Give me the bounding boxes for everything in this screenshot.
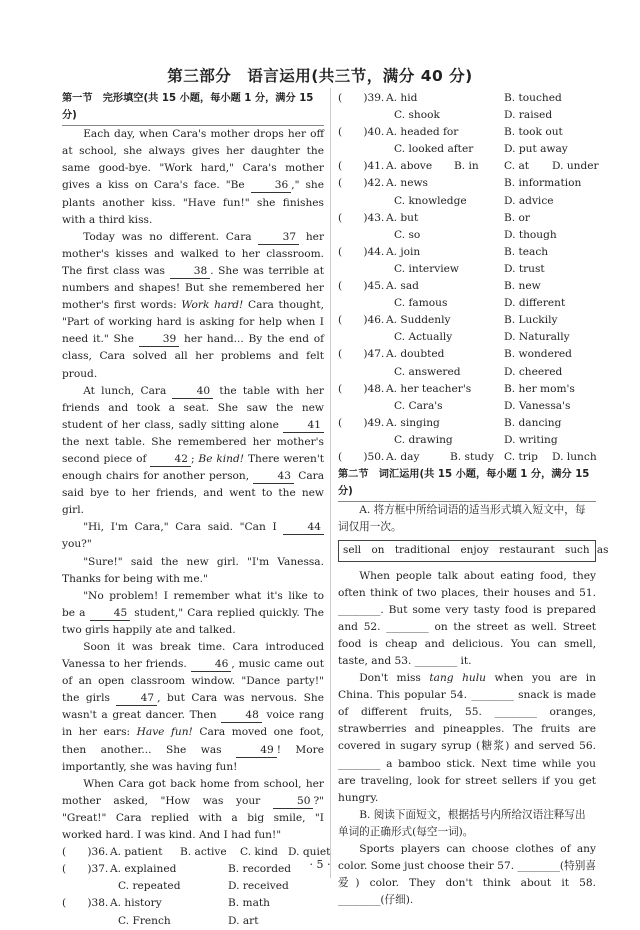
question-number: ( )36. — [62, 846, 109, 859]
cloze-paragraph — [62, 776, 324, 844]
question-row — [338, 90, 596, 107]
question-number: ( )42. — [338, 177, 385, 190]
question-option[interactable]: D. writing — [504, 433, 558, 446]
question-number: ( )45. — [338, 280, 385, 293]
question-option[interactable]: B. information — [504, 177, 582, 190]
passage-text: student," Cara replied quickly. The two girls happily ate and talked. — [62, 606, 324, 636]
question-list-left — [62, 844, 331, 929]
question-row — [338, 346, 596, 363]
question-option[interactable]: A. news — [386, 177, 428, 190]
question-number: ( )49. — [338, 416, 385, 429]
question-number: ( )44. — [338, 245, 385, 258]
passage-text: Cara said bye to her friends, and went to the new girl. — [62, 470, 325, 517]
question-row — [62, 913, 324, 930]
question-option[interactable]: B. Luckily — [504, 314, 558, 327]
question-option[interactable]: A. her teacher's — [386, 382, 472, 395]
passage-text: ?" "Great!" Cara replied with a big smile, "I worked hard. I was kind. And I had fun!" — [62, 794, 324, 842]
passage-text: her mother's kisses and walked to her classroom. The first class was — [62, 230, 325, 277]
question-option[interactable]: D. Vanessa's — [504, 399, 571, 412]
question-row — [338, 381, 596, 398]
cloze-blank: 42 — [150, 452, 191, 467]
question-option[interactable]: C. so — [394, 228, 421, 241]
question-row — [338, 193, 596, 210]
cloze-paragraph — [62, 229, 324, 383]
question-option[interactable]: D. trust — [504, 262, 545, 275]
question-row — [338, 295, 596, 312]
passage-text: "No problem! I remember what it's like to be a — [62, 589, 324, 619]
question-option[interactable]: D. Naturally — [504, 331, 570, 344]
question-row — [338, 141, 596, 158]
question-row — [338, 175, 596, 192]
cloze-paragraph — [62, 383, 324, 520]
question-number: ( )43. — [338, 211, 385, 224]
cloze-blank: 45 — [90, 606, 131, 621]
question-row — [338, 124, 596, 141]
question-option[interactable]: D. received — [228, 880, 289, 893]
question-option[interactable]: A. history — [110, 897, 162, 910]
question-option[interactable]: C. kind — [240, 846, 278, 859]
page-title: 第三部分 语言运用(共三节，满分 40 分) — [167, 67, 473, 85]
question-option[interactable]: D. put away — [504, 143, 568, 156]
question-option[interactable]: A. headed for — [386, 126, 459, 139]
passage-text: , music came out of an open classroom window. "Dance party!" the girls — [62, 658, 324, 705]
cloze-paragraph — [62, 554, 324, 588]
question-row — [338, 278, 596, 295]
question-row — [338, 261, 596, 278]
question-number: ( )39. — [338, 92, 385, 104]
passage-text: At lunch, Cara — [83, 384, 173, 397]
question-row — [338, 244, 596, 261]
question-row — [338, 158, 599, 175]
cloze-paragraph — [62, 588, 324, 639]
cloze-blank: 38 — [170, 264, 211, 279]
question-row — [338, 210, 596, 227]
passage-text: There weren't enough chairs for another person, — [62, 452, 325, 483]
question-option[interactable]: B. active — [180, 846, 227, 859]
question-option[interactable]: C. interview — [394, 262, 459, 275]
page-number: · 5 · — [309, 858, 331, 871]
question-option[interactable]: B. in — [454, 160, 479, 173]
passage-text: "Sure!" said the new girl. "I'm Vanessa. Thanks for being with me." — [62, 555, 324, 585]
cloze-paragraph — [62, 639, 324, 776]
passage-text: her hand... By the end of class, Cara solved all her problems and felt proud. — [62, 333, 325, 380]
cloze-blank: 37 — [258, 230, 299, 245]
cloze-blank: 40 — [172, 384, 213, 399]
question-row — [338, 449, 596, 466]
question-option[interactable]: C. Actually — [394, 331, 453, 344]
cloze-blank: 39 — [139, 332, 180, 347]
cloze-blank: 43 — [253, 469, 294, 484]
question-number: ( )50. — [338, 450, 385, 463]
passage-text: you?" — [62, 538, 92, 551]
passage-text: ," she plants another kiss. "Have fun!" she finishes with a third kiss. — [62, 179, 325, 226]
question-option[interactable]: C. at — [504, 160, 530, 173]
italic-phrase: Have fun! — [136, 726, 193, 739]
passage-text: Don't miss — [359, 672, 430, 685]
question-option[interactable]: B. dancing — [504, 416, 562, 429]
question-option[interactable]: A. sad — [386, 280, 419, 293]
question-row — [338, 398, 596, 415]
passage-text: when you are in China. This popular 54. ________ snack is made of different fruits, 55. ________ oranges, strawberries and pineapples. The fruits are covered in sugary syrup (糖浆) and served 56. ________ a bamboo stick. Next time while you are traveling, look for street sellers if you get hungry. — [338, 672, 597, 804]
left-column — [62, 90, 331, 930]
passage-text: . She was terrible at numbers and shapes! But she remembered her mother's first words: — [62, 264, 324, 312]
passage-text: , but Cara was nervous. She wasn't a great dancer. Then — [62, 692, 324, 722]
section1-heading: 第一节 完形填空(共 15 小题，每小题 1 分，满分 15 分) — [62, 90, 324, 126]
passage-text: Cara thought, "Part of working hard is asking for help when I need it." She — [62, 299, 325, 346]
question-row — [338, 312, 596, 329]
question-option[interactable]: D. art — [228, 914, 259, 927]
question-number: ( )46. — [338, 314, 385, 327]
passage-text: Each day, when Cara's mother drops her off at school, she always gives her daughter the same good-bye. "Work hard," Cara's mother gives a kiss on Cara's face. "Be — [62, 128, 324, 192]
question-option[interactable]: D. under — [552, 160, 599, 173]
question-option[interactable]: C. knowledge — [394, 194, 467, 207]
passage-text: the table with her friends and took a seat. She saw the new student of her class, sadly sitting alone — [62, 384, 324, 431]
question-option[interactable]: A. Suddenly — [386, 314, 451, 327]
question-row — [62, 878, 324, 895]
question-option[interactable]: C. famous — [394, 297, 448, 310]
cloze-passage — [62, 126, 324, 844]
question-option[interactable]: B. or — [504, 211, 530, 224]
question-option[interactable]: A. hid — [386, 92, 418, 104]
question-option[interactable]: B. study — [450, 450, 494, 463]
question-option[interactable]: C. Cara's — [394, 399, 443, 412]
question-option[interactable]: C. drawing — [394, 433, 453, 446]
question-option[interactable]: B. math — [228, 897, 270, 910]
question-option[interactable]: A. above — [386, 160, 433, 173]
cloze-blank: 41 — [283, 418, 324, 433]
right-column — [338, 90, 609, 909]
question-option[interactable]: C. shook — [394, 109, 440, 122]
partA-instruction: A. 将方框中所给词语的适当形式填入短文中，每词仅用一次。 — [338, 504, 586, 534]
partB-paragraph: Sports players can choose clothes of any color. Some just choose their 57. ________(特别喜爱) color. They don't think about it 58. ________(仔细). — [338, 843, 596, 907]
passage-text: ; — [190, 452, 199, 465]
question-option[interactable]: C. answered — [394, 365, 461, 378]
question-option[interactable]: D. lunch — [552, 450, 597, 463]
question-option[interactable]: D. cheered — [504, 365, 563, 378]
question-option[interactable]: A. but — [386, 211, 419, 224]
question-row — [338, 432, 596, 449]
italic-phrase: tang hulu — [429, 672, 486, 685]
question-option[interactable]: C. repeated — [118, 880, 181, 893]
question-option[interactable]: A. day — [386, 450, 420, 463]
partA-paragraph-1: When people talk about eating food, they often think of two places, their houses and 51. ________. But some very tasty food is prepared and 52. ________ on the street as well. Street food is cheap and delicious. You can smell, taste, and 53. ________ it. — [338, 569, 596, 667]
cloze-blank: 44 — [283, 520, 324, 535]
cloze-paragraph — [62, 519, 324, 553]
word-box: sell on traditional enjoy restaurant such as — [338, 540, 596, 561]
question-row — [338, 227, 596, 244]
question-row — [338, 364, 596, 381]
section2-heading: 第二节 词汇运用(共 15 小题，每小题 1 分，满分 15 分) — [338, 466, 596, 502]
question-option[interactable]: B. wondered — [504, 348, 572, 361]
question-option[interactable]: B. recorded — [228, 863, 292, 876]
passage-text: When Cara got back home from school, her mother asked, "How was your — [62, 777, 324, 807]
question-option[interactable]: C. trip — [504, 450, 538, 463]
passage-text: the next table. She remembered her mother's second piece of — [62, 435, 324, 465]
italic-phrase: Be kind! — [198, 452, 245, 465]
question-option[interactable]: B. teach — [504, 245, 549, 258]
passage-text: Soon it was break time. Cara introduced Vanessa to her friends. — [62, 641, 324, 671]
passage-text: "Hi, I'm Cara," Cara said. "Can I — [83, 521, 284, 534]
passage-text: voice rang in her ears: — [62, 709, 324, 739]
question-option[interactable]: C. looked after — [394, 143, 474, 156]
italic-phrase: Work hard! — [181, 299, 244, 312]
passage-text: ! More importantly, she was having fun! — [62, 743, 324, 773]
question-number: ( )37. — [62, 863, 109, 876]
question-option[interactable]: D. though — [504, 228, 557, 241]
question-option[interactable]: B. her mom's — [504, 382, 575, 395]
question-option[interactable]: B. took out — [504, 126, 563, 139]
question-number: ( )40. — [338, 126, 385, 139]
question-number: ( )48. — [338, 382, 385, 395]
question-row — [338, 107, 596, 124]
question-option[interactable]: D. quiet — [288, 846, 331, 859]
question-option[interactable]: A. join — [386, 245, 421, 258]
question-row — [338, 329, 596, 346]
question-option[interactable]: A. patient — [110, 846, 163, 859]
question-number: ( )41. — [338, 160, 385, 173]
cloze-blank: 48 — [221, 708, 262, 723]
question-option[interactable]: A. doubted — [386, 348, 445, 361]
column-divider — [330, 88, 331, 878]
cloze-blank: 49 — [236, 743, 277, 758]
question-row — [338, 415, 596, 432]
cloze-blank: 47 — [116, 691, 157, 706]
question-number: ( )47. — [338, 348, 385, 361]
question-option[interactable]: D. raised — [504, 109, 553, 122]
partA-paragraph-2 — [338, 670, 596, 807]
question-option[interactable]: A. singing — [386, 416, 440, 429]
question-option[interactable]: D. advice — [504, 194, 554, 207]
question-option[interactable]: A. explained — [110, 863, 177, 876]
cloze-blank: 50 — [273, 794, 314, 809]
cloze-blank: 46 — [191, 657, 232, 672]
partB-instruction: B. 阅读下面短文，根据括号内所给汉语注释写出单词的正确形式(每空一词)。 — [338, 808, 586, 838]
question-option[interactable]: B. new — [504, 280, 541, 293]
question-option[interactable]: C. French — [118, 914, 171, 927]
question-number: ( )38. — [62, 897, 109, 910]
question-list-right — [338, 90, 599, 466]
question-option[interactable]: B. touched — [504, 92, 562, 104]
passage-text: Cara moved one foot, then another... She was — [62, 726, 324, 756]
cloze-paragraph — [62, 126, 324, 229]
passage-text: Today was no different. Cara — [83, 230, 259, 243]
cloze-blank: 36 — [251, 178, 292, 193]
question-option[interactable]: D. different — [504, 297, 566, 310]
